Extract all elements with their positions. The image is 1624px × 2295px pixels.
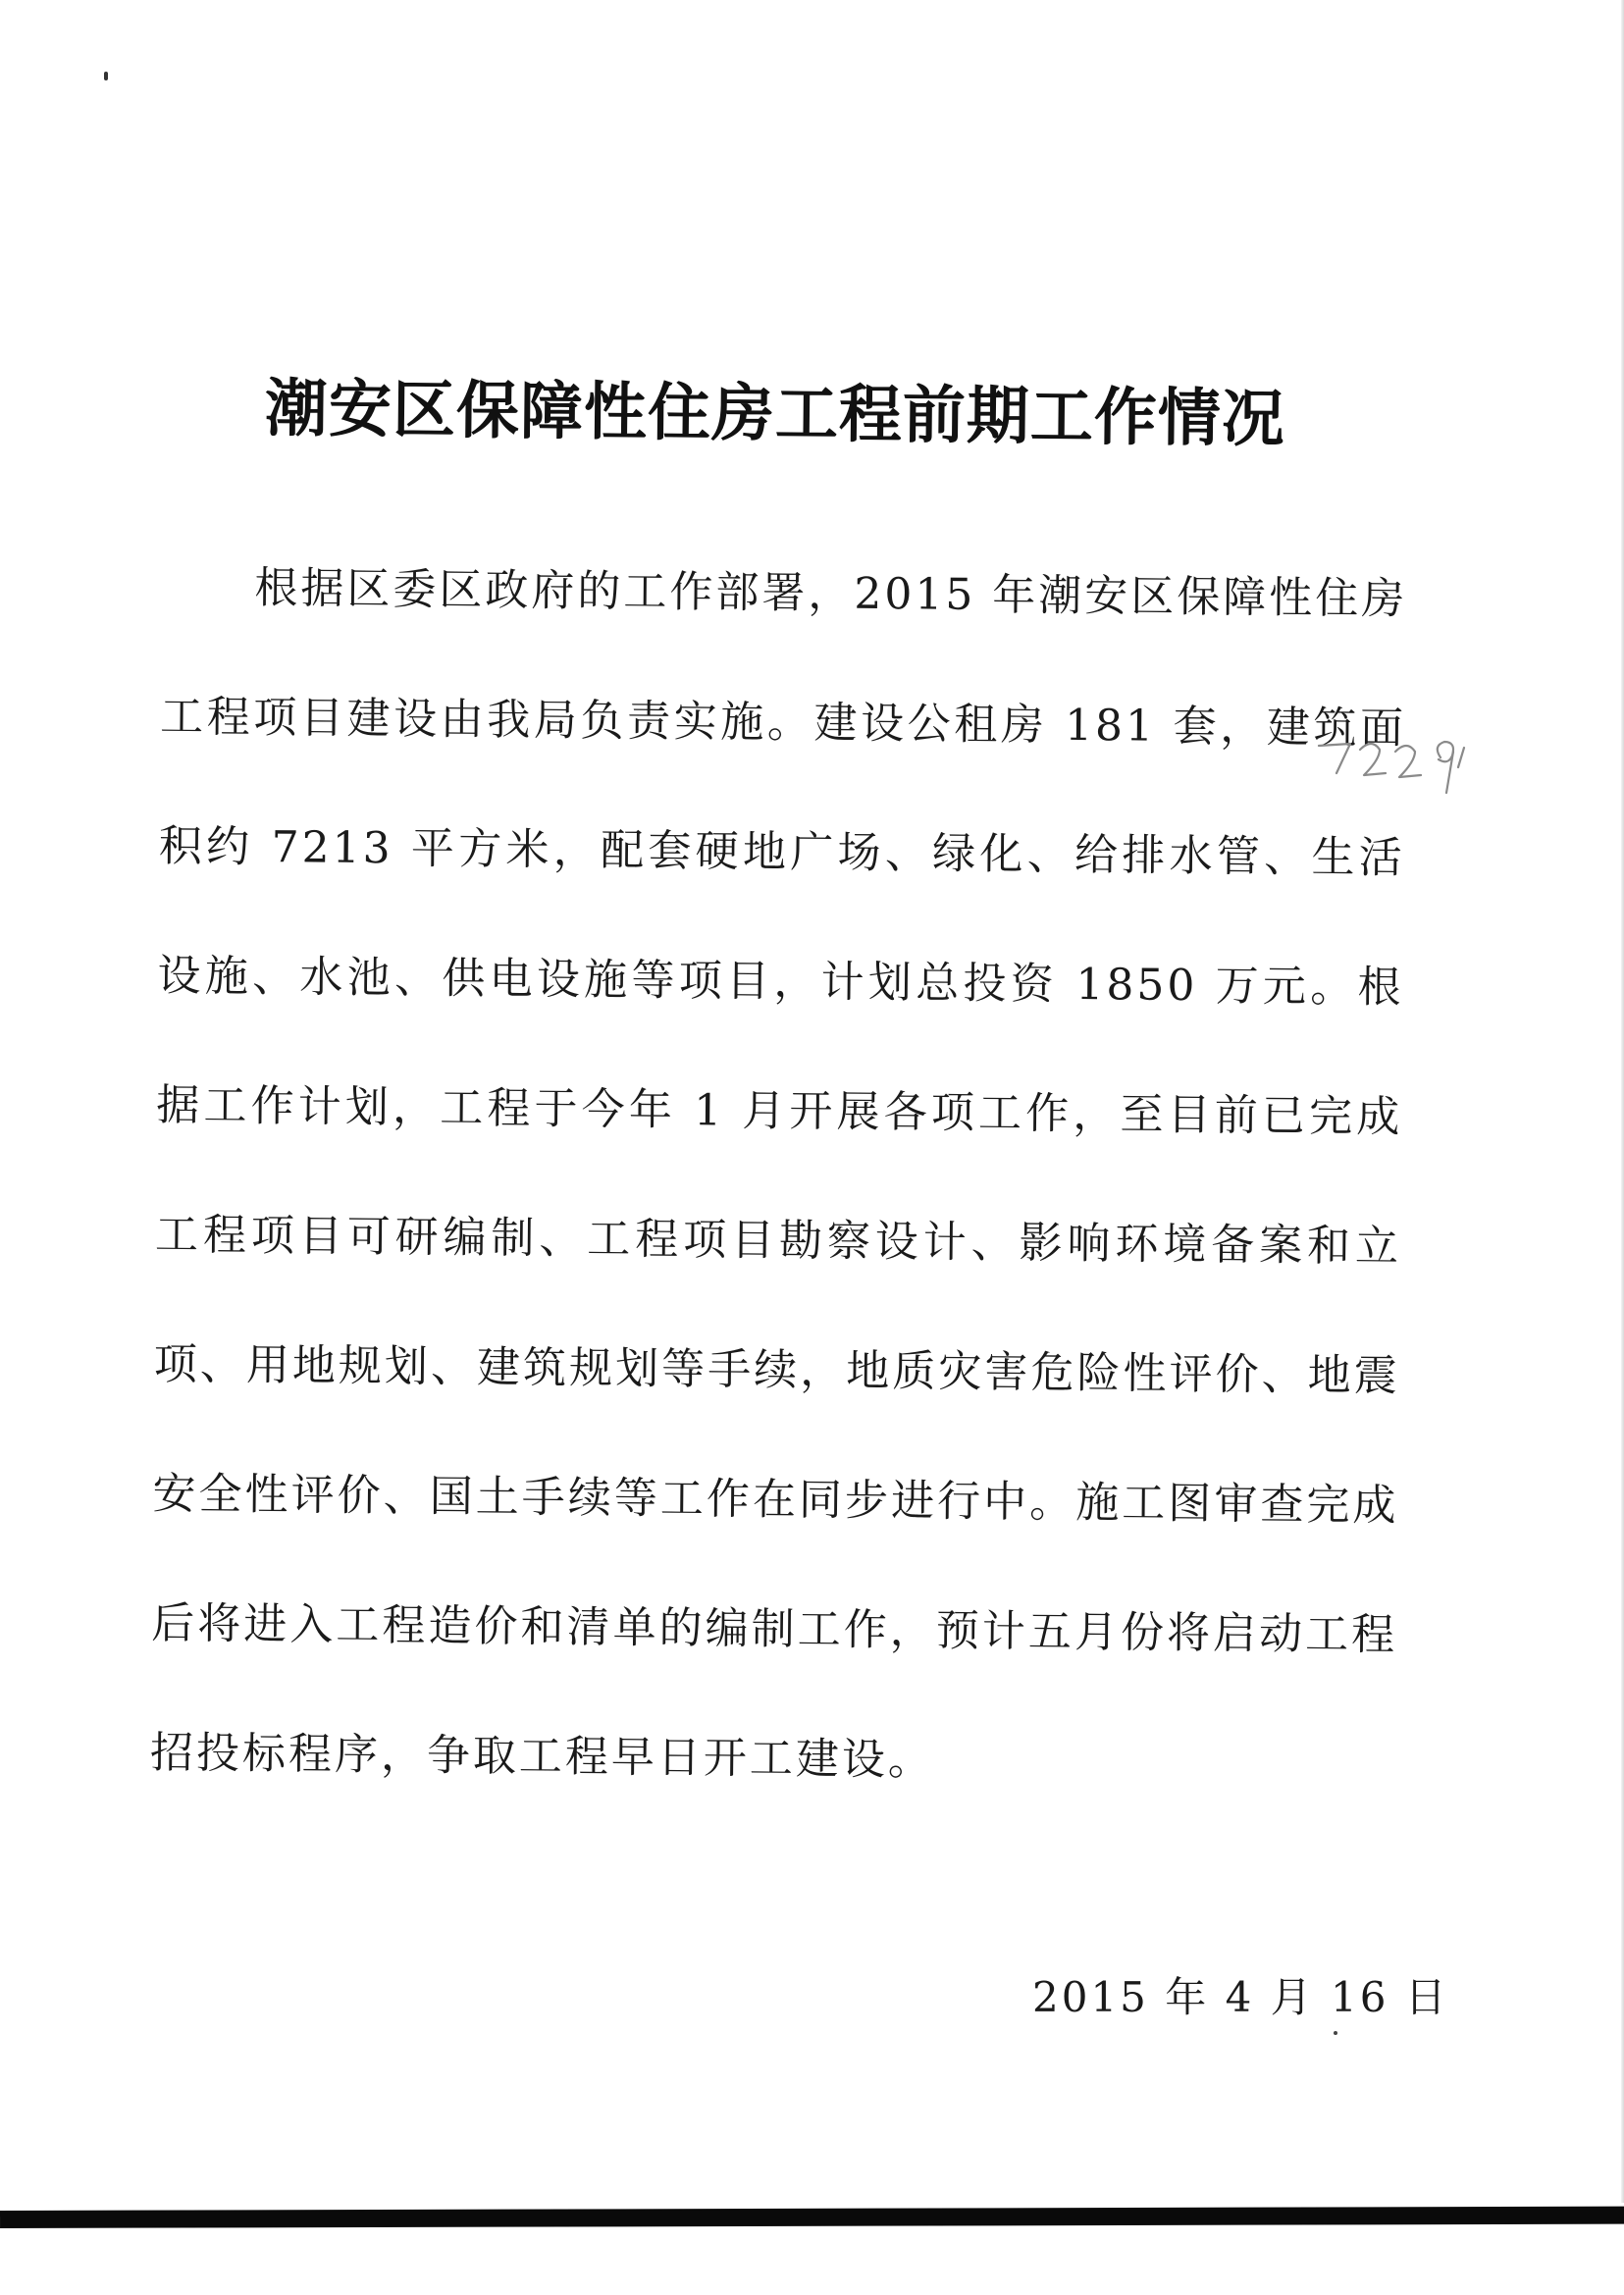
scan-speck: [104, 72, 108, 80]
handwritten-annotation: [1315, 728, 1482, 807]
scan-bottom-border: [0, 2203, 1624, 2295]
document-date: 2015 年 4 月 16 日: [1032, 1973, 1449, 2021]
document-body-paragraph: 根据区委区政府的工作部署，2015 年潮安区保障性住房工程项目建设由我局负责实施。建设公租房 181 套，建筑面积约 7213 平方米，配套硬地广场、绿化、给排水管、生活设施、水池、供电设施等项目，计划总投资 1850 万元。根据工作计划，工程于今年 1 月开展各项工作，至目前已完成工程项目可研编制、工程项目勘察设计、影响环境备案和立项、用地规划、建筑规划等手续，地质灾害危险性评价、地震安全性评价、国土手续等工作在同步进行中。施工图审查完成后将进入工程造价和清单的编制工作，预计五月份将启动工程招投标程序，争取工程早日开工建设。: [149, 562, 1408, 1786]
document-title: 潮安区保障性住房工程前期工作情况: [264, 373, 1286, 456]
dot-mark: [1334, 2031, 1337, 2035]
